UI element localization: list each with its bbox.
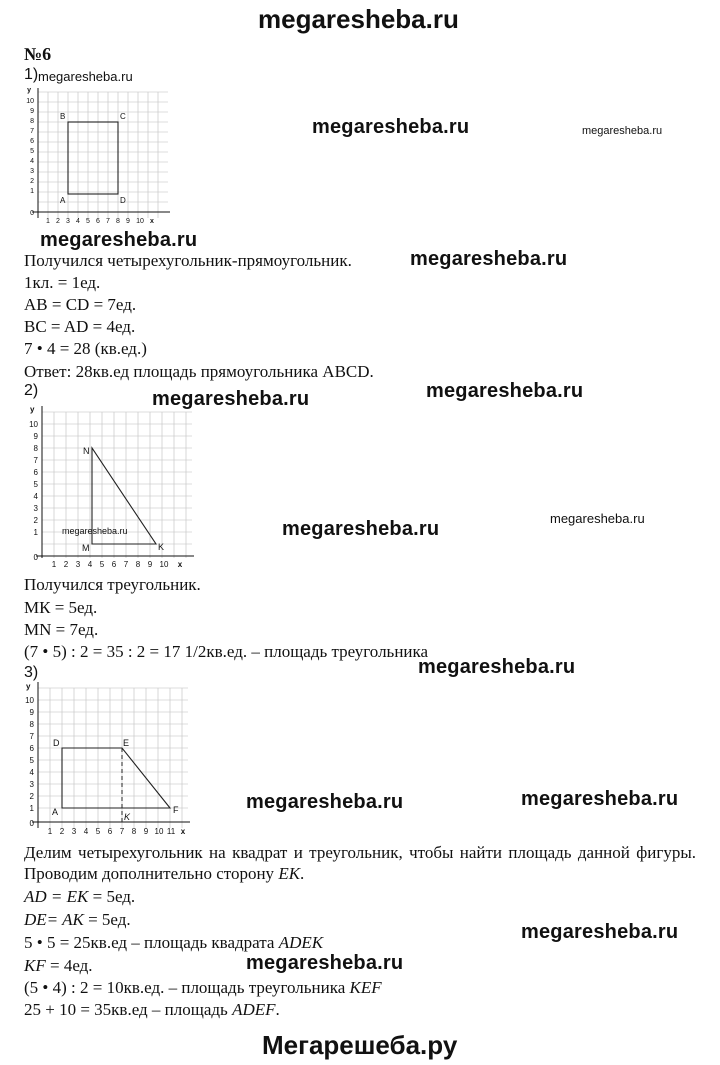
svg-text:3: 3: [30, 168, 34, 175]
part3-line: AD = EK = 5ед.: [24, 887, 136, 906]
watermark: megaresheba.ru: [312, 116, 470, 138]
svg-text:B: B: [60, 112, 66, 121]
part1-answer: Ответ: 28кв.ед площадь прямоугольника ABCD.: [24, 362, 374, 381]
part1-line: Получился четырехугольник-прямоугольник.: [24, 251, 352, 270]
svg-text:11: 11: [166, 827, 176, 836]
svg-text:3: 3: [71, 827, 77, 836]
svg-text:2: 2: [29, 792, 34, 801]
svg-text:2: 2: [63, 560, 69, 568]
y-tick-labels: [29, 405, 38, 562]
exercise-number: №6: [24, 44, 52, 64]
part3-label: 3): [24, 664, 39, 681]
svg-text:K: K: [158, 542, 165, 552]
rectangle-abcd: [68, 122, 118, 194]
watermark: megaresheba.ru: [426, 380, 584, 402]
watermark-small: megaresheba.ru: [550, 511, 645, 526]
part2-label: 2): [24, 382, 39, 399]
part1-line: AB = CD = 7ед.: [24, 295, 137, 314]
svg-text:9: 9: [143, 827, 149, 836]
watermark: megaresheba.ru: [410, 248, 568, 270]
part3-line: KF = 4ед.: [24, 956, 93, 975]
svg-text:2: 2: [30, 178, 34, 185]
part2-line: Получился треугольник.: [24, 575, 201, 594]
grid: [38, 688, 188, 828]
svg-text:1: 1: [47, 827, 53, 836]
svg-text:F: F: [173, 805, 179, 815]
svg-text:5: 5: [30, 148, 34, 155]
svg-text:3: 3: [66, 218, 70, 225]
svg-text:5: 5: [99, 560, 105, 568]
svg-text:A: A: [60, 196, 66, 205]
svg-text:y: y: [26, 682, 31, 691]
svg-text:5: 5: [86, 218, 90, 225]
svg-text:6: 6: [30, 138, 34, 145]
header-site-title: megaresheba.ru: [258, 4, 459, 34]
svg-text:3: 3: [33, 504, 38, 513]
svg-text:10: 10: [25, 696, 34, 705]
svg-text:E: E: [123, 738, 130, 748]
part2-line: (7 • 5) : 2 = 35 : 2 = 17 1/2кв.ед. – площадь треугольника: [24, 642, 429, 661]
svg-text:8: 8: [30, 118, 34, 125]
svg-text:4: 4: [76, 218, 80, 225]
svg-text:1: 1: [51, 560, 57, 568]
part3-line: (5 • 4) : 2 = 10кв.ед. – площадь треугольника KEF: [24, 978, 382, 997]
footer-site-title: Мегарешеба.ру: [262, 1030, 458, 1060]
svg-text:7: 7: [119, 827, 125, 836]
svg-text:9: 9: [33, 432, 38, 441]
svg-text:9: 9: [29, 708, 34, 717]
watermark: megaresheba.ru: [521, 921, 679, 943]
svg-text:6: 6: [107, 827, 113, 836]
svg-text:9: 9: [126, 218, 130, 225]
svg-text:7: 7: [123, 560, 129, 568]
svg-text:x: x: [177, 560, 183, 568]
part2-line: MК = 5ед.: [24, 598, 98, 617]
watermark: megaresheba.ru: [246, 791, 404, 813]
svg-text:2: 2: [56, 218, 60, 225]
graph-triangle-mnk: [26, 400, 196, 568]
svg-text:10: 10: [136, 218, 144, 225]
y-tick-labels: [25, 682, 34, 828]
svg-text:A: A: [52, 807, 59, 817]
svg-text:7: 7: [33, 456, 38, 465]
part3-line: 25 + 10 = 35кв.ед – площадь ADEF.: [24, 1000, 280, 1019]
svg-text:y: y: [27, 87, 31, 94]
part1-label: 1): [24, 66, 39, 83]
svg-text:5: 5: [33, 480, 38, 489]
svg-text:x: x: [150, 218, 154, 225]
svg-text:9: 9: [30, 108, 34, 115]
part3-paragraph: Делим четырехугольник на квадрат и треугольник, чтобы найти площадь данной фигуры. Проводим дополнительно сторону EK.: [24, 843, 696, 883]
watermark: megaresheba.ru: [282, 518, 440, 540]
svg-text:8: 8: [29, 720, 34, 729]
svg-text:6: 6: [33, 468, 38, 477]
svg-text:10: 10: [26, 98, 34, 105]
svg-text:0: 0: [29, 819, 34, 828]
svg-text:2: 2: [33, 516, 38, 525]
watermark: megaresheba.ru: [521, 788, 679, 810]
svg-text:7: 7: [29, 732, 34, 741]
svg-text:4: 4: [33, 492, 38, 501]
x-tick-labels: [52, 560, 183, 568]
svg-text:5: 5: [95, 827, 101, 836]
svg-text:6: 6: [96, 218, 100, 225]
graph-quadrilateral-adef: [22, 680, 192, 840]
svg-text:2: 2: [59, 827, 65, 836]
watermark: megaresheba.ru: [40, 229, 198, 251]
svg-text:10: 10: [159, 560, 169, 568]
svg-text:C: C: [120, 112, 126, 121]
watermark: megaresheba.ru: [152, 388, 310, 410]
watermark: megaresheba.ru: [246, 952, 404, 974]
svg-text:6: 6: [29, 744, 34, 753]
part1-line: 1кл. = 1ед.: [24, 273, 101, 292]
svg-text:8: 8: [33, 444, 38, 453]
quadrilateral-adef: [62, 748, 170, 808]
svg-text:9: 9: [147, 560, 153, 568]
graph-rectangle-abcd: [22, 86, 172, 226]
svg-text:4: 4: [87, 560, 93, 568]
svg-text:1: 1: [30, 188, 34, 195]
svg-text:K: K: [124, 812, 131, 822]
svg-text:0: 0: [30, 210, 34, 217]
part1-line: BC = AD = 4ед.: [24, 317, 136, 336]
svg-text:7: 7: [106, 218, 110, 225]
svg-text:y: y: [30, 405, 35, 414]
svg-text:6: 6: [111, 560, 117, 568]
grid: [38, 92, 168, 218]
watermark: megaresheba.ru: [418, 656, 576, 678]
watermark-small: megaresheba.ru: [582, 125, 663, 137]
svg-text:3: 3: [75, 560, 81, 568]
watermark-small: megaresheba.ru: [38, 69, 133, 84]
svg-text:4: 4: [83, 827, 89, 836]
svg-text:4: 4: [29, 768, 34, 777]
svg-text:1: 1: [46, 218, 50, 225]
part2-line: MN = 7ед.: [24, 620, 99, 639]
svg-text:10: 10: [154, 827, 164, 836]
svg-text:10: 10: [29, 420, 38, 429]
svg-text:8: 8: [116, 218, 120, 225]
svg-text:1: 1: [29, 804, 34, 813]
svg-text:3: 3: [29, 780, 34, 789]
part1-line: 7 • 4 = 28 (кв.ед.): [24, 339, 147, 358]
svg-text:x: x: [180, 827, 186, 836]
svg-text:7: 7: [30, 128, 34, 135]
part3-line: DE= AK = 5ед.: [24, 910, 131, 929]
x-tick-labels: [46, 218, 154, 225]
watermark-in-graph: megaresheba.ru: [62, 526, 128, 536]
svg-text:D: D: [53, 738, 60, 748]
svg-text:0: 0: [33, 553, 38, 562]
svg-text:1: 1: [33, 528, 38, 537]
svg-text:8: 8: [135, 560, 141, 568]
svg-text:M: M: [82, 543, 90, 553]
svg-text:4: 4: [30, 158, 34, 165]
y-tick-labels: [26, 87, 34, 217]
part3-line: 5 • 5 = 25кв.ед – площадь квадрата ADEK: [24, 933, 324, 952]
x-tick-labels: [48, 827, 186, 836]
svg-text:5: 5: [29, 756, 34, 765]
svg-text:8: 8: [131, 827, 137, 836]
svg-text:N: N: [83, 446, 90, 456]
svg-text:D: D: [120, 196, 126, 205]
